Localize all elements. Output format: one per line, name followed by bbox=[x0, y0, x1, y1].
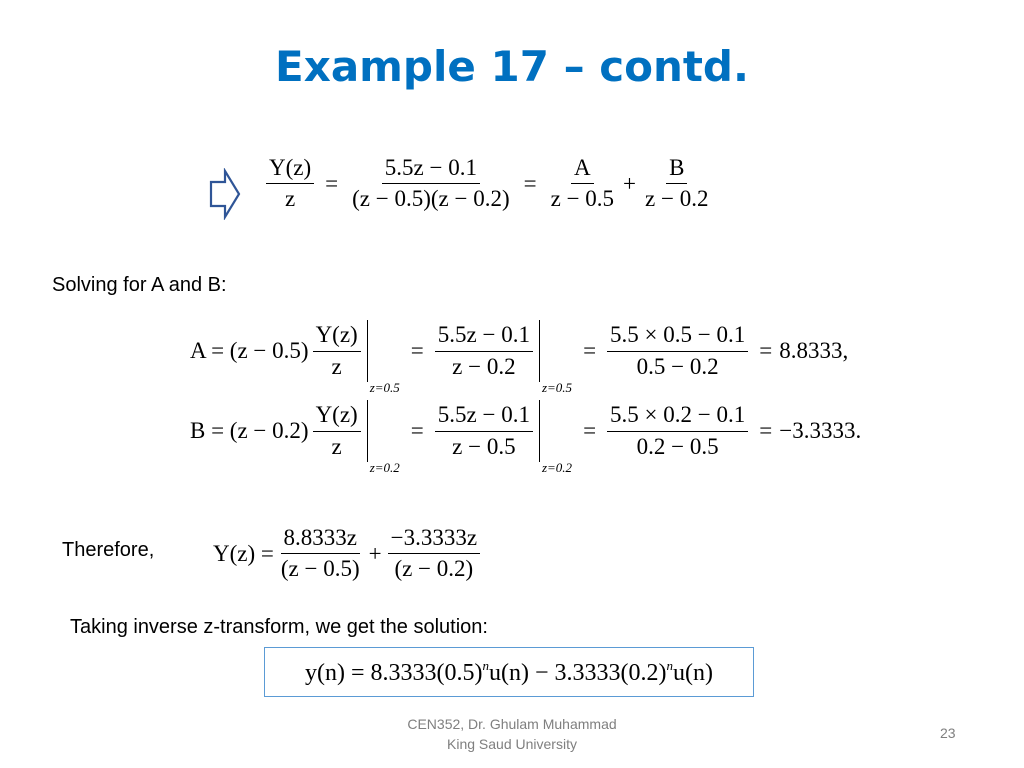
footer bbox=[380, 714, 644, 754]
page-number: 23 bbox=[940, 725, 956, 741]
slide-title: Example 17 – contd. bbox=[275, 42, 749, 91]
equation-y-of-z: Y(z) = $\frac{8.8333z}{(z - 0.5)}$ + $\frac{-3.3333z}{(z - 0.2)}$ bbox=[213, 525, 484, 583]
inverse-transform-label: Taking inverse z-transform, we get the solution: bbox=[70, 616, 488, 638]
footer-university: King Saud University bbox=[447, 736, 577, 752]
equation-y-over-z: $\frac{Y(z)}{z}$ = $\frac{5.5z - 0.1}{(z - 0.5)(z - 0.2)}$ = $\frac{A}{z - 0.5}$ + $\frac{B}{z - 0.2}$ bbox=[262, 155, 715, 213]
footer-course: CEN352, Dr. Ghulam Muhammad bbox=[407, 716, 617, 732]
therefore-label: Therefore, bbox=[62, 539, 155, 561]
solution-equation: $y(n) = 8.3333(0.5)^nu(n) - 3.3333(0.2)^nu(n)$ bbox=[304, 657, 713, 686]
equation-a: A = (z − 0.5) $\frac{Y(z)}{z}$ z=0.5 = $\frac{5.5z - 0.1}{z - 0.2}$ z=0.5 = $\frac{5.5 \times 0.5 - 0.1}{0.5 - 0.2}$ = 8.8333, bbox=[190, 320, 848, 382]
right-arrow-icon bbox=[208, 168, 242, 220]
solving-label: Solving for A and B: bbox=[52, 274, 227, 296]
equation-b: B = (z − 0.2) $\frac{Y(z)}{z}$ z=0.2 = $\frac{5.5z - 0.1}{z - 0.5}$ z=0.2 = $\frac{5.5 \times 0.2 - 0.1}{0.2 - 0.5}$ = −3.3333. bbox=[190, 400, 861, 462]
solution-box bbox=[264, 647, 754, 697]
